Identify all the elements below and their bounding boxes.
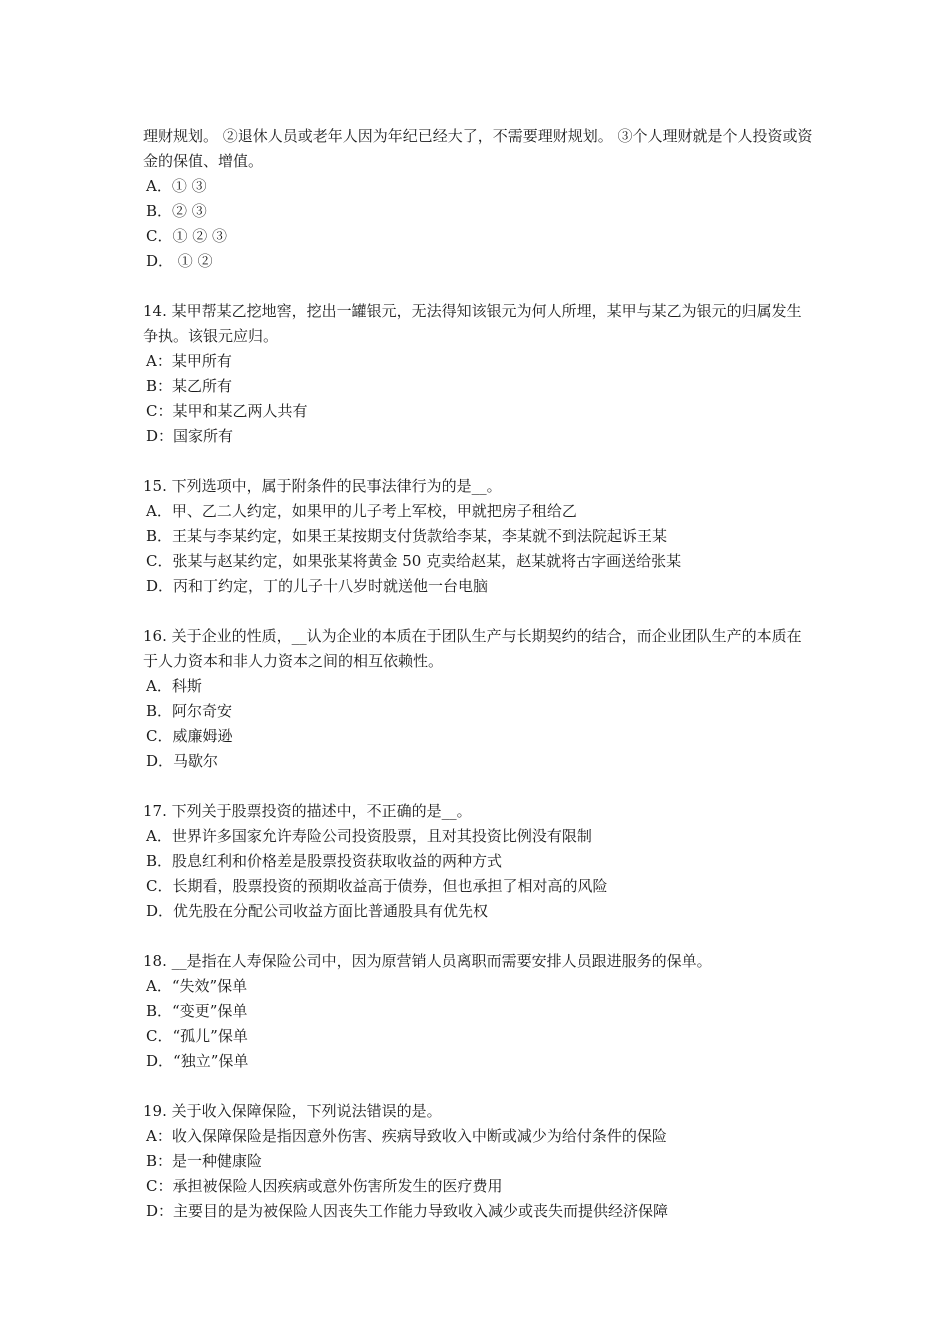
option-b: B．阿尔奇安 xyxy=(146,702,233,720)
option-b: B．“变更”保单 xyxy=(146,1002,248,1020)
question-stem: 16. 关于企业的性质，__认为企业的本质在于团队生产与长期契约的结合，而企业团队生产的本质在于人力资本和非人力资本之间的相互依赖性。 xyxy=(143,627,802,670)
option-a: A．“失效”保单 xyxy=(146,977,248,995)
option-c: C．威廉姆逊 xyxy=(146,727,233,745)
question-stem: 理财规划。 ②退休人员或老年人因为年纪已经大了，不需要理财规划。 ③个人理财就是个人投资或资金的保值、增值。 xyxy=(143,127,813,170)
option-d: D：国家所有 xyxy=(146,427,234,445)
question-list xyxy=(143,124,813,1249)
option-b: B．② ③ xyxy=(146,202,207,220)
option-c: C．① ② ③ xyxy=(146,227,228,245)
question-13-continuation xyxy=(143,124,813,274)
option-b: B：某乙所有 xyxy=(146,377,233,395)
option-a: A：某甲所有 xyxy=(146,352,232,370)
question-stem: 14. 某甲帮某乙挖地窖，挖出一罐银元，无法得知该银元为何人所埋，某甲与某乙为银元的归属发生争执。该银元应归。 xyxy=(143,302,802,345)
option-c: C．张某与赵某约定，如果张某将黄金 50 克卖给赵某，赵某就将古字画送给张某 xyxy=(146,552,682,570)
option-c: C．“孤儿”保单 xyxy=(146,1027,248,1045)
option-d: D． ① ② xyxy=(146,252,213,270)
option-d: D．丙和丁约定，丁的儿子十八岁时就送他一台电脑 xyxy=(146,577,489,595)
question-stem: 19. 关于收入保障保险，下列说法错误的是。 xyxy=(143,1102,442,1120)
option-b: B．王某与李某约定，如果王某按期支付货款给李某，李某就不到法院起诉王某 xyxy=(146,527,668,545)
question-19 xyxy=(143,1099,813,1224)
option-d: D．马歇尔 xyxy=(146,752,219,770)
option-a: A：收入保障保险是指因意外伤害、疾病导致收入中断或减少为给付条件的保险 xyxy=(146,1127,667,1145)
option-d: D．“独立”保单 xyxy=(146,1052,249,1070)
question-stem: 17. 下列关于股票投资的描述中，不正确的是__。 xyxy=(143,802,472,820)
option-a: A．① ③ xyxy=(146,177,207,195)
question-17 xyxy=(143,799,813,924)
option-a: A．科斯 xyxy=(146,677,202,695)
option-b: B．股息红利和价格差是股票投资获取收益的两种方式 xyxy=(146,852,503,870)
option-c: C：承担被保险人因疾病或意外伤害所发生的医疗费用 xyxy=(146,1177,503,1195)
option-c: C：某甲和某乙两人共有 xyxy=(146,402,308,420)
option-d: D．优先股在分配公司收益方面比普通股具有优先权 xyxy=(146,902,489,920)
option-d: D：主要目的是为被保险人因丧失工作能力导致收入减少或丧失而提供经济保障 xyxy=(146,1202,669,1220)
option-b: B：是一种健康险 xyxy=(146,1152,263,1170)
question-stem: 18. __是指在人寿保险公司中，因为原营销人员离职而需要安排人员跟进服务的保单。 xyxy=(143,952,712,970)
option-c: C．长期看，股票投资的预期收益高于债券，但也承担了相对高的风险 xyxy=(146,877,608,895)
option-a: A．世界许多国家允许寿险公司投资股票，且对其投资比例没有限制 xyxy=(146,827,592,845)
question-15 xyxy=(143,474,813,599)
question-18 xyxy=(143,949,813,1074)
question-16 xyxy=(143,624,813,774)
option-a: A．甲、乙二人约定，如果甲的儿子考上军校，甲就把房子租给乙 xyxy=(146,502,577,520)
question-14 xyxy=(143,299,813,449)
question-stem: 15. 下列选项中，属于附条件的民事法律行为的是__。 xyxy=(143,477,502,495)
